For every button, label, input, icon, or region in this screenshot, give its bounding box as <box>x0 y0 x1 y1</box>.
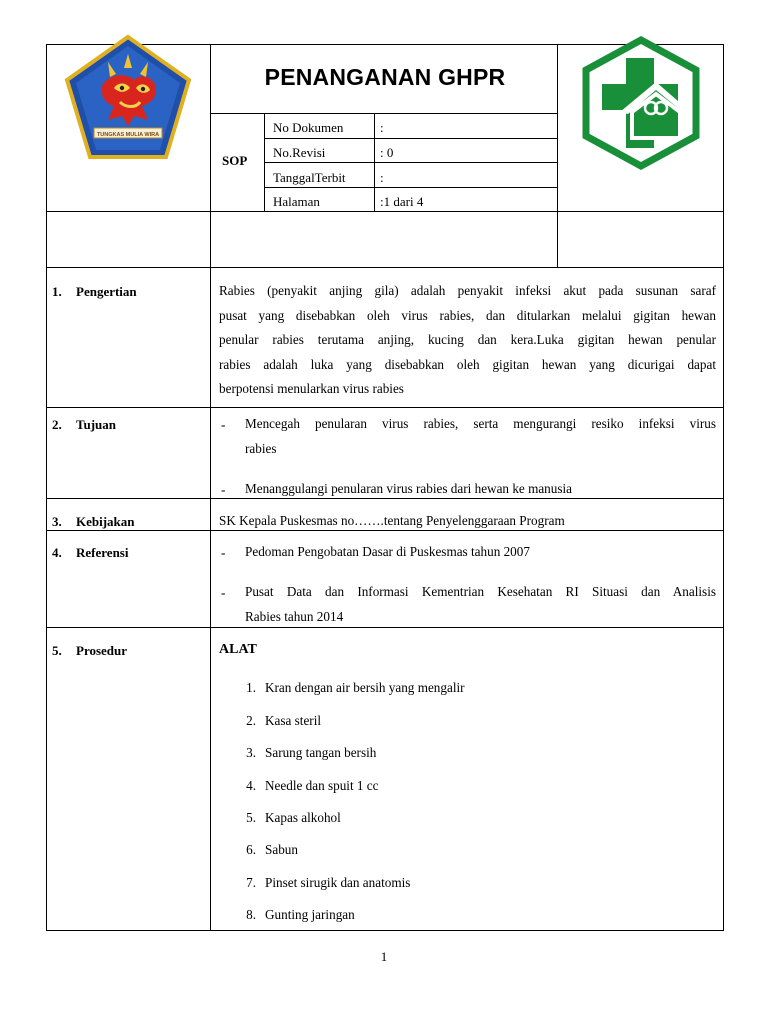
pengertian-paragraph <box>219 279 716 402</box>
section-label-tujuan <box>52 417 116 433</box>
section-label-referensi <box>52 545 128 561</box>
bullet-dash: - <box>221 417 226 432</box>
section-number: 4. <box>52 545 62 560</box>
meta-value-tanggal-terbit: : <box>380 170 384 185</box>
list-item: Sarung tangan bersih <box>265 745 377 760</box>
list-item: Needle dan spuit 1 cc <box>265 778 379 793</box>
pengertian-line: Rabies (penyakit anjing gila) adalah penyakit infeksi akut pada susunan saraf <box>219 283 716 298</box>
section-label-pengertian <box>52 284 137 300</box>
tujuan-item-line: Menanggulangi penularan virus rabies dari hewan ke manusia <box>245 481 573 496</box>
section-title: Pengertian <box>76 284 137 299</box>
title-separator <box>210 113 558 114</box>
tujuan-item <box>245 412 716 461</box>
list-item-number: 2. <box>246 713 256 728</box>
meta-label-no-dokumen: No Dokumen <box>273 120 344 135</box>
pengertian-line: penular rabies terutama anjing, kucing dan kera.Luka gigitan hewan penular <box>219 332 716 348</box>
meta-row-line-1 <box>264 138 558 139</box>
referensi-item <box>245 540 716 565</box>
tujuan-item <box>245 477 716 502</box>
kebijakan-bottom-border <box>46 530 724 531</box>
list-item-number: 5. <box>246 810 256 825</box>
section-number: 2. <box>52 417 62 432</box>
list-item: Kasa steril <box>265 713 322 728</box>
meta-label-tanggal-terbit: TanggalTerbit <box>273 170 346 185</box>
pengertian-line: pusat yang disebabkan oleh virus rabies, dan ditularkan melalui gigitan hewan <box>219 307 716 323</box>
header-bottom-border <box>46 211 724 212</box>
puskesmas-logo-icon <box>574 36 708 170</box>
list-item: Kapas alkohol <box>265 810 341 825</box>
tujuan-item-line: Mencegah penularan virus rabies, serta mengurangi resiko infeksi virus <box>245 416 716 431</box>
section-label-prosedur <box>52 643 127 659</box>
empty-row-bottom-border <box>46 267 724 268</box>
bullet-dash: - <box>221 482 226 497</box>
section-title: Kebijakan <box>76 514 135 529</box>
bullet-dash: - <box>221 585 226 600</box>
table-left-border <box>46 44 47 931</box>
meta-label-halaman: Halaman <box>273 194 320 209</box>
prosedur-subheading: ALAT <box>219 642 257 657</box>
list-item: Kran dengan air bersih yang mengalir <box>265 680 465 695</box>
meta-row-line-3 <box>264 187 558 188</box>
list-item-number: 6. <box>246 842 256 857</box>
referensi-item-line: Pusat Data dan Informasi Kementrian Kesehatan RI Situasi dan Analisis <box>245 584 716 599</box>
page-number: 1 <box>380 949 388 964</box>
section-number: 3. <box>52 514 62 529</box>
meta-value-no-dokumen: : <box>380 120 384 135</box>
referensi-item-line: Pedoman Pengobatan Dasar di Puskesmas tahun 2007 <box>245 544 530 559</box>
list-item-number: 3. <box>246 745 256 760</box>
referensi-item-line: Rabies tahun 2014 <box>245 608 344 624</box>
list-item-number: 1. <box>246 680 256 695</box>
meta-label-no-revisi: No.Revisi <box>273 145 326 160</box>
section-number: 5. <box>52 643 62 658</box>
meta-value-halaman: :1 dari 4 <box>380 194 424 209</box>
pengertian-line: berpotensi menularkan virus rabies <box>219 381 404 397</box>
list-item-number: 8. <box>246 907 256 922</box>
kebijakan-text: SK Kepala Puskesmas no…….tentang Penyelenggaraan Program <box>219 513 565 528</box>
meta-row-line-2 <box>264 162 558 163</box>
bullet-dash: - <box>221 545 226 560</box>
list-item-number: 7. <box>246 875 256 890</box>
list-item: Gunting jaringan <box>265 907 355 922</box>
document-title: PENANGANAN GHPR <box>264 64 506 90</box>
table-right-border <box>723 44 724 931</box>
emblem-motto-text: TUNGKAS MULIA WIRA <box>96 132 160 138</box>
section-title: Referensi <box>76 545 129 560</box>
pengertian-line: rabies adalah luka yang disebabkan oleh gigitan hewan yang dicurigai dapat <box>219 356 716 372</box>
referensi-item <box>245 580 716 629</box>
sop-label: SOP <box>222 153 248 168</box>
list-item: Pinset sirugik dan anatomis <box>265 875 411 890</box>
list-item: Sabun <box>265 842 298 857</box>
list-item-number: 4. <box>246 778 256 793</box>
regional-emblem-icon <box>64 34 192 162</box>
meta-value-no-revisi: : 0 <box>380 145 394 160</box>
pengertian-bottom-border <box>46 407 724 408</box>
tujuan-item-line: rabies <box>245 440 277 456</box>
label-column-divider <box>210 44 211 931</box>
section-title: Prosedur <box>76 643 128 658</box>
prosedur-bottom-border <box>46 930 724 931</box>
section-number: 1. <box>52 284 62 299</box>
section-label-kebijakan <box>52 514 135 530</box>
section-title: Tujuan <box>76 417 116 432</box>
